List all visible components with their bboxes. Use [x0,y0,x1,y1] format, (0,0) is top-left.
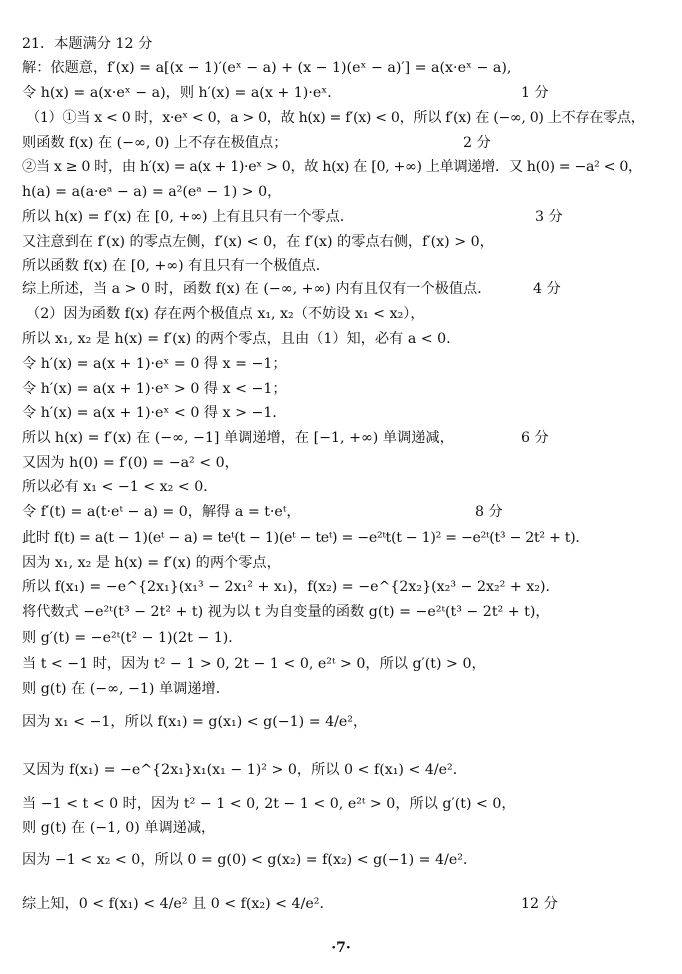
solution-line-6: h(a) = a(a·eᵃ − a) = a²(eᵃ − 1) > 0， [22,184,282,200]
solution-line-18: 所以必有 x₁ < −1 < x₂ < 0． [22,479,218,495]
solution-line-9: 所以函数 f(x) 在 [0, +∞) 有且只有一个极值点． [22,258,330,274]
solution-line-17: 又因为 h(0) = f′(0) = −a² < 0， [22,455,239,471]
score-8: 8 分 [475,504,503,520]
problem-header: 21．本题满分 12 分 [22,36,153,52]
score-1: 1 分 [521,85,549,101]
score-6: 6 分 [521,430,549,446]
solution-line-22: 所以 f(x₁) = −e^{2x₁}(x₁³ − 2x₁² + x₁)，f(x₂) = −e^{2x₂}(x₂³ − 2x₂² + x₂)． [22,579,560,595]
solution-line-14: 令 h′(x) = a(x + 1)·eˣ > 0 得 x < −1； [22,381,287,397]
solution-line-30: 则 g(t) 在 (−1, 0) 单调递减， [22,820,216,836]
solution-line-24: 则 g′(t) = −e²ᵗ(t² − 1)(2t − 1)． [22,630,243,646]
solution-line-13: 令 h′(x) = a(x + 1)·eˣ = 0 得 x = −1； [22,356,287,372]
solution-line-5: ②当 x ≥ 0 时，由 h′(x) = a(x + 1)·eˣ > 0，故 h(x) 在 [0, +∞) 上单调递增．又 h(0) = −a² < 0， [22,159,642,175]
solution-line-19: 令 f′(t) = a(t·eᵗ − a) = 0，解得 a = t·eᵗ， [22,504,301,520]
solution-line-25: 当 t < −1 时，因为 t² − 1 > 0, 2t − 1 < 0, e²ᵗ > 0，所以 g′(t) > 0， [22,656,486,672]
solution-line-8: 又注意到在 f′(x) 的零点左侧，f′(x) < 0，在 f′(x) 的零点右侧，f′(x) > 0， [22,234,494,250]
solution-line-31: 因为 −1 < x₂ < 0，所以 0 = g(0) < g(x₂) = f(x₂) < g(−1) = 4/e²． [22,852,478,868]
solution-line-11: （2）因为函数 f(x) 存在两个极值点 x₁, x₂（不妨设 x₁ < x₂）， [26,306,425,322]
solution-line-21: 因为 x₁, x₂ 是 h(x) = f′(x) 的两个零点， [22,555,281,571]
solution-line-15: 令 h′(x) = a(x + 1)·eˣ < 0 得 x > −1． [22,405,287,421]
solution-line-16: 所以 h(x) = f′(x) 在 (−∞, −1] 单调递增，在 [−1, +∞) 单调递减， [22,430,454,446]
solution-line-1: 解：依题意，f′(x) = a[(x − 1)′(eˣ − a) + (x − 1)(eˣ − a)′] = a(x·eˣ − a), [22,60,512,76]
solution-line-2: 令 h(x) = a(x·eˣ − a)，则 h′(x) = a(x + 1)·eˣ． [22,85,342,101]
solution-line-12: 所以 x₁, x₂ 是 h(x) = f′(x) 的两个零点，且由（1）知，必有 a < 0． [22,331,461,347]
score-2: 2 分 [463,135,491,151]
solution-line-28: 又因为 f(x₁) = −e^{2x₁}x₁(x₁ − 1)² > 0，所以 0 < f(x₁) < 4/e²． [22,762,467,778]
score-3: 3 分 [535,209,563,225]
solution-line-27: 因为 x₁ < −1，所以 f(x₁) = g(x₁) < g(−1) = 4/e²， [22,714,368,730]
solution-line-23: 将代数式 −e²ᵗ(t³ − 2t² + t) 视为以 t 为自变量的函数 g(t) = −e²ᵗ(t³ − 2t² + t)， [22,604,550,620]
solution-line-32: 综上知，0 < f(x₁) < 4/e² 且 0 < f(x₂) < 4/e²． [22,896,334,912]
solution-line-4: 则函数 f(x) 在 (−∞, 0) 上不存在极值点； [22,135,288,151]
score-12: 12 分 [521,896,558,912]
solution-line-3: （1）①当 x < 0 时，x·eˣ < 0，a > 0，故 h(x) = f′(x) < 0，所以 f′(x) 在 (−∞, 0) 上不存在零点， [26,110,645,126]
solution-line-10: 综上所述，当 a > 0 时，函数 f(x) 在 (−∞, +∞) 内有且仅有一个极值点． [22,281,492,297]
solution-line-26: 则 g(t) 在 (−∞, −1) 单调递增． [22,681,230,697]
solution-line-29: 当 −1 < t < 0 时，因为 t² − 1 < 0, 2t − 1 < 0, e²ᵗ > 0，所以 g′(t) < 0， [22,796,516,812]
page-number: ·7· [331,940,351,956]
solution-line-20: 此时 f(t) = a(t − 1)(eᵗ − a) = teᵗ(t − 1)(eᵗ − teᵗ) = −e²ᵗt(t − 1)² = −e²ᵗ(t³ − 2t² + t)． [22,530,590,546]
solution-line-7: 所以 h(x) = f′(x) 在 [0, +∞) 上有且只有一个零点． [22,209,354,225]
score-4: 4 分 [533,281,561,297]
